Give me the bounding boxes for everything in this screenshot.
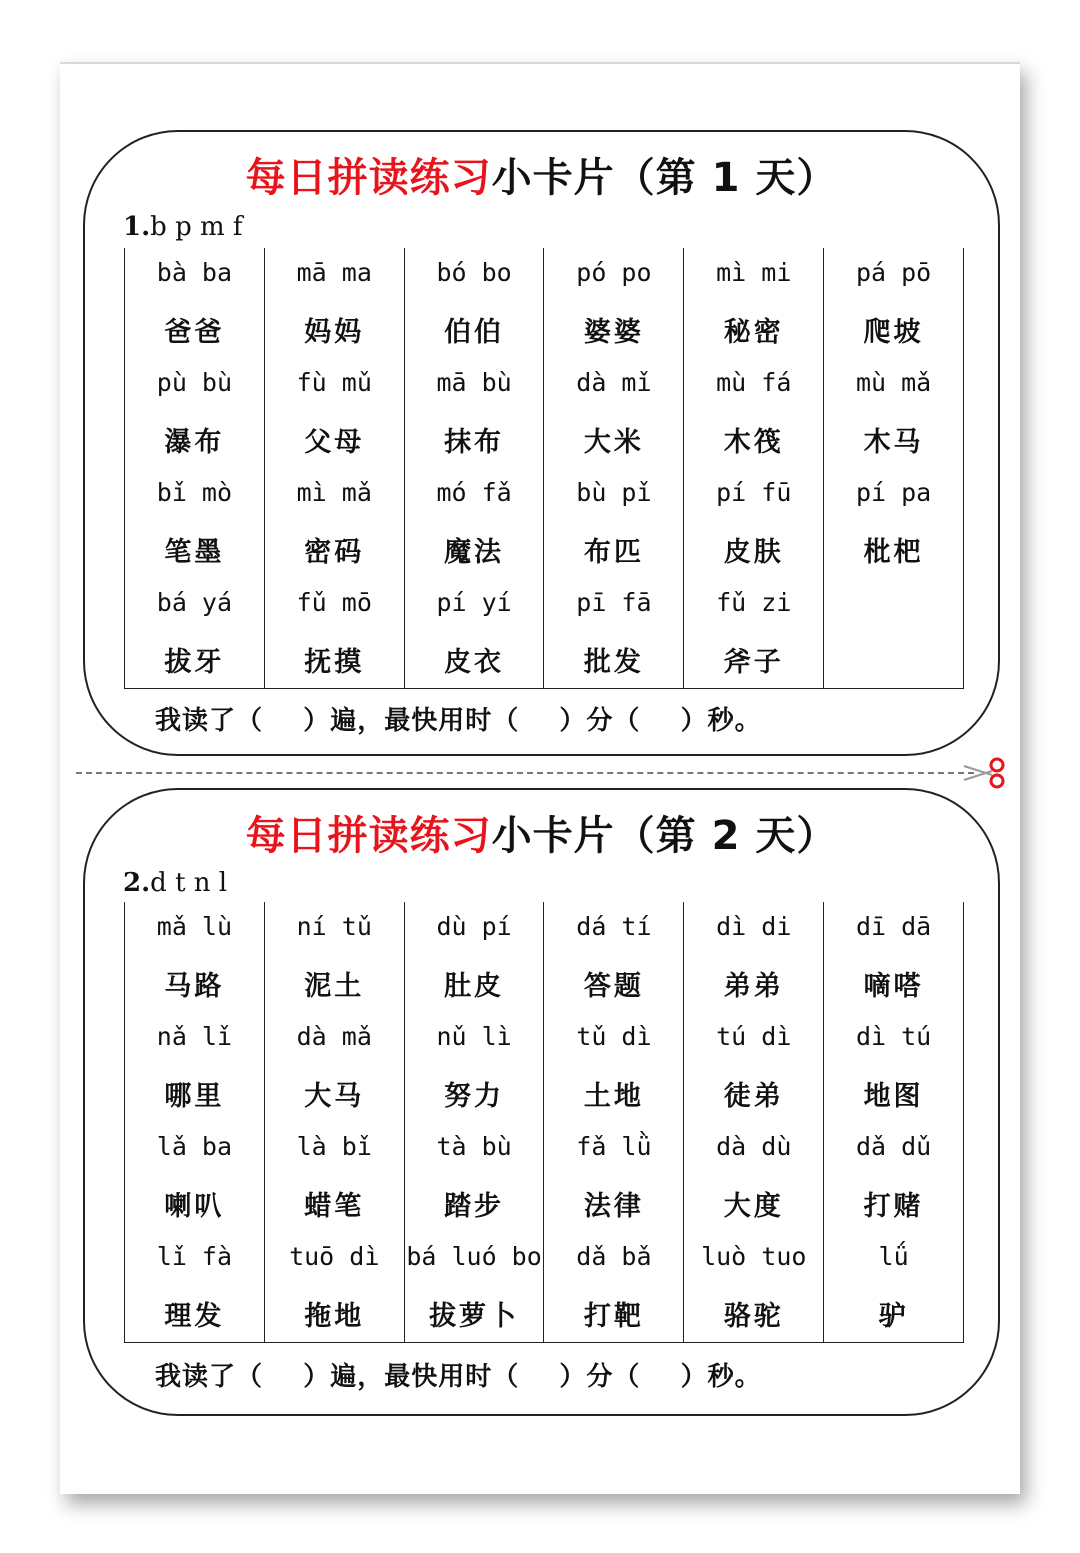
word-cell (544, 248, 684, 358)
word-cell (684, 1012, 824, 1122)
pinyin-text: dì tú (855, 1022, 932, 1051)
reading-record-line: 我读了（ ）遍，最快用时（ ）分（ ）秒。 (155, 706, 762, 736)
pinyin-text: dì di (716, 912, 792, 941)
hanzi-text: 骆驼 (723, 1301, 784, 1332)
pinyin-text: lǘ (878, 1242, 909, 1271)
hanzi-text: 哪里 (164, 1081, 225, 1112)
pinyin-text: pù bù (156, 368, 233, 397)
pinyin-text: pí fū (716, 478, 792, 507)
pinyin-text: mā ma (296, 258, 372, 287)
hanzi-text: 父母 (304, 427, 365, 458)
pinyin-text: là bǐ (296, 1132, 372, 1161)
word-cell (684, 578, 824, 688)
pinyin-text: bù pǐ (576, 478, 652, 507)
word-cell (684, 358, 824, 468)
pinyin-text: mù fá (716, 368, 792, 397)
hanzi-text: 法律 (583, 1191, 644, 1222)
word-grid (124, 248, 964, 689)
pinyin-text: bá luó bo (406, 1242, 542, 1271)
pinyin-text: dī dā (855, 912, 932, 941)
word-cell (684, 1122, 824, 1232)
pinyin-text: bá yá (156, 588, 233, 617)
card-title-red: 每日拼读练习 (245, 813, 492, 859)
word-cell (125, 578, 265, 688)
pinyin-text: luò tuo (701, 1242, 807, 1271)
hanzi-text: 打赌 (863, 1191, 924, 1222)
word-cell (125, 902, 265, 1012)
pinyin-text: nǔ lì (436, 1022, 512, 1051)
pinyin-text: pí pa (855, 478, 932, 507)
pinyin-text: tuō dì (289, 1242, 380, 1271)
word-cell (405, 1012, 545, 1122)
hanzi-text: 瀑布 (164, 427, 225, 458)
word-cell (544, 1122, 684, 1232)
pinyin-text: pī fā (576, 588, 652, 617)
pinyin-text: dǎ dǔ (855, 1132, 932, 1161)
word-cell (265, 248, 405, 358)
hanzi-text: 徒弟 (723, 1081, 784, 1112)
word-cell (125, 1122, 265, 1232)
word-cell (405, 902, 545, 1012)
hanzi-text: 踏步 (444, 1191, 505, 1222)
practice-card-day-1 (83, 130, 1000, 756)
word-cell (405, 1232, 545, 1342)
word-cell (684, 902, 824, 1012)
word-cell (265, 1122, 405, 1232)
word-cell (684, 468, 824, 578)
hanzi-text: 土地 (583, 1081, 644, 1112)
card-title-red: 每日拼读练习 (245, 155, 492, 201)
pinyin-text: lǐ fà (156, 1242, 233, 1271)
word-cell (824, 358, 964, 468)
section-number: 2. (123, 868, 151, 898)
hanzi-text: 枇杷 (863, 537, 924, 568)
scissors-icon (962, 756, 1008, 790)
pinyin-text: mā bù (436, 368, 512, 397)
hanzi-text: 抹布 (444, 427, 505, 458)
hanzi-text: 拖地 (304, 1301, 365, 1332)
word-cell (405, 468, 545, 578)
hanzi-text: 喇叭 (164, 1191, 225, 1222)
word-cell (265, 1012, 405, 1122)
pinyin-text: tǔ dì (576, 1022, 652, 1051)
section-label (123, 212, 243, 242)
section-letters: b p m f (150, 212, 243, 242)
section-letters: d t n l (150, 868, 228, 898)
hanzi-text: 妈妈 (304, 317, 365, 348)
reading-record-line: 我读了（ ）遍，最快用时（ ）分（ ）秒。 (155, 1362, 762, 1392)
word-cell (824, 1012, 964, 1122)
hanzi-text: 驴 (878, 1301, 909, 1332)
card-title-black: 小卡片（第 1 天） (491, 155, 838, 201)
pinyin-text: bǐ mò (156, 478, 233, 507)
hanzi-text: 大米 (583, 427, 644, 458)
word-cell (544, 578, 684, 688)
hanzi-text: 秘密 (723, 317, 784, 348)
word-cell (125, 248, 265, 358)
word-cell (544, 902, 684, 1012)
pinyin-text: mì mǎ (296, 478, 372, 507)
pinyin-text: dǎ bǎ (576, 1242, 652, 1271)
word-cell (125, 468, 265, 578)
word-cell (824, 902, 964, 1012)
word-cell (405, 578, 545, 688)
pinyin-text: fù mǔ (296, 368, 372, 397)
hanzi-text: 抚摸 (304, 647, 365, 678)
hanzi-text: 大马 (304, 1081, 365, 1112)
pinyin-text: mù mǎ (855, 368, 932, 397)
hanzi-text: 泥土 (304, 971, 365, 1002)
word-grid (124, 902, 964, 1343)
section-label (123, 868, 227, 898)
pinyin-text: fǔ mō (296, 588, 372, 617)
pinyin-text: dà mǐ (576, 368, 652, 397)
hanzi-text: 布匹 (583, 537, 644, 568)
word-cell (824, 468, 964, 578)
card-title (85, 804, 998, 861)
cut-line (76, 772, 974, 774)
card-title (85, 146, 998, 203)
hanzi-text: 魔法 (444, 537, 505, 568)
pinyin-text: bó bo (436, 258, 512, 287)
hanzi-text: 爸爸 (164, 317, 225, 348)
hanzi-text: 地图 (863, 1081, 924, 1112)
hanzi-text: 拔萝卜 (429, 1301, 520, 1332)
word-cell (405, 358, 545, 468)
pinyin-text: pí yí (436, 588, 512, 617)
pinyin-text: mó fǎ (436, 478, 512, 507)
pinyin-text: fǎ lǜ (576, 1132, 652, 1161)
hanzi-text: 皮衣 (444, 647, 505, 678)
word-cell (824, 578, 964, 688)
hanzi-text: 蜡笔 (304, 1191, 365, 1222)
pinyin-text: ní tǔ (296, 912, 372, 941)
pinyin-text: lǎ ba (156, 1132, 233, 1161)
pinyin-text: nǎ lǐ (156, 1022, 233, 1051)
pinyin-text: dà mǎ (296, 1022, 372, 1051)
word-cell (265, 578, 405, 688)
pinyin-text: dà dù (716, 1132, 792, 1161)
pinyin-text: dá tí (576, 912, 652, 941)
word-cell (544, 468, 684, 578)
word-cell (265, 1232, 405, 1342)
pinyin-text: pó po (576, 258, 652, 287)
pinyin-text: dù pí (436, 912, 512, 941)
pinyin-text: bà ba (156, 258, 233, 287)
hanzi-text: 肚皮 (444, 971, 505, 1002)
pinyin-text: tà bù (436, 1132, 512, 1161)
hanzi-text: 弟弟 (723, 971, 784, 1002)
hanzi-text: 答题 (583, 971, 644, 1002)
hanzi-text: 婆婆 (583, 317, 644, 348)
hanzi-text: 笔墨 (164, 537, 225, 568)
hanzi-text: 伯伯 (444, 317, 505, 348)
pinyin-text: pá pō (855, 258, 932, 287)
hanzi-text: 努力 (444, 1081, 505, 1112)
hanzi-text: 大度 (723, 1191, 784, 1222)
word-cell (824, 1122, 964, 1232)
hanzi-text: 皮肤 (723, 537, 784, 568)
word-cell (125, 1012, 265, 1122)
word-cell (265, 358, 405, 468)
word-cell (544, 1012, 684, 1122)
card-title-black: 小卡片（第 2 天） (491, 813, 838, 859)
practice-card-day-2 (83, 788, 1000, 1416)
hanzi-text: 理发 (164, 1301, 225, 1332)
word-cell (405, 248, 545, 358)
hanzi-text: 批发 (583, 647, 644, 678)
hanzi-text: 木筏 (723, 427, 784, 458)
hanzi-text: 嘀嗒 (863, 971, 924, 1002)
hanzi-text: 马路 (164, 971, 225, 1002)
word-cell (265, 468, 405, 578)
word-cell (684, 248, 824, 358)
pinyin-text: mǎ lù (156, 912, 233, 941)
word-cell (824, 1232, 964, 1342)
hanzi-text: 斧子 (723, 647, 784, 678)
section-number: 1. (123, 212, 151, 242)
word-cell (405, 1122, 545, 1232)
word-cell (544, 358, 684, 468)
word-cell (684, 1232, 824, 1342)
hanzi-text: 打靶 (583, 1301, 644, 1332)
hanzi-text: 密码 (304, 537, 365, 568)
word-cell (544, 1232, 684, 1342)
word-cell (265, 902, 405, 1012)
pinyin-text: tú dì (716, 1022, 792, 1051)
pinyin-text: mì mi (716, 258, 792, 287)
pinyin-text: fǔ zi (716, 588, 792, 617)
word-cell (824, 248, 964, 358)
hanzi-text: 木马 (863, 427, 924, 458)
hanzi-text: 拔牙 (164, 647, 225, 678)
word-cell (125, 358, 265, 468)
word-cell (125, 1232, 265, 1342)
hanzi-text: 爬坡 (863, 317, 924, 348)
